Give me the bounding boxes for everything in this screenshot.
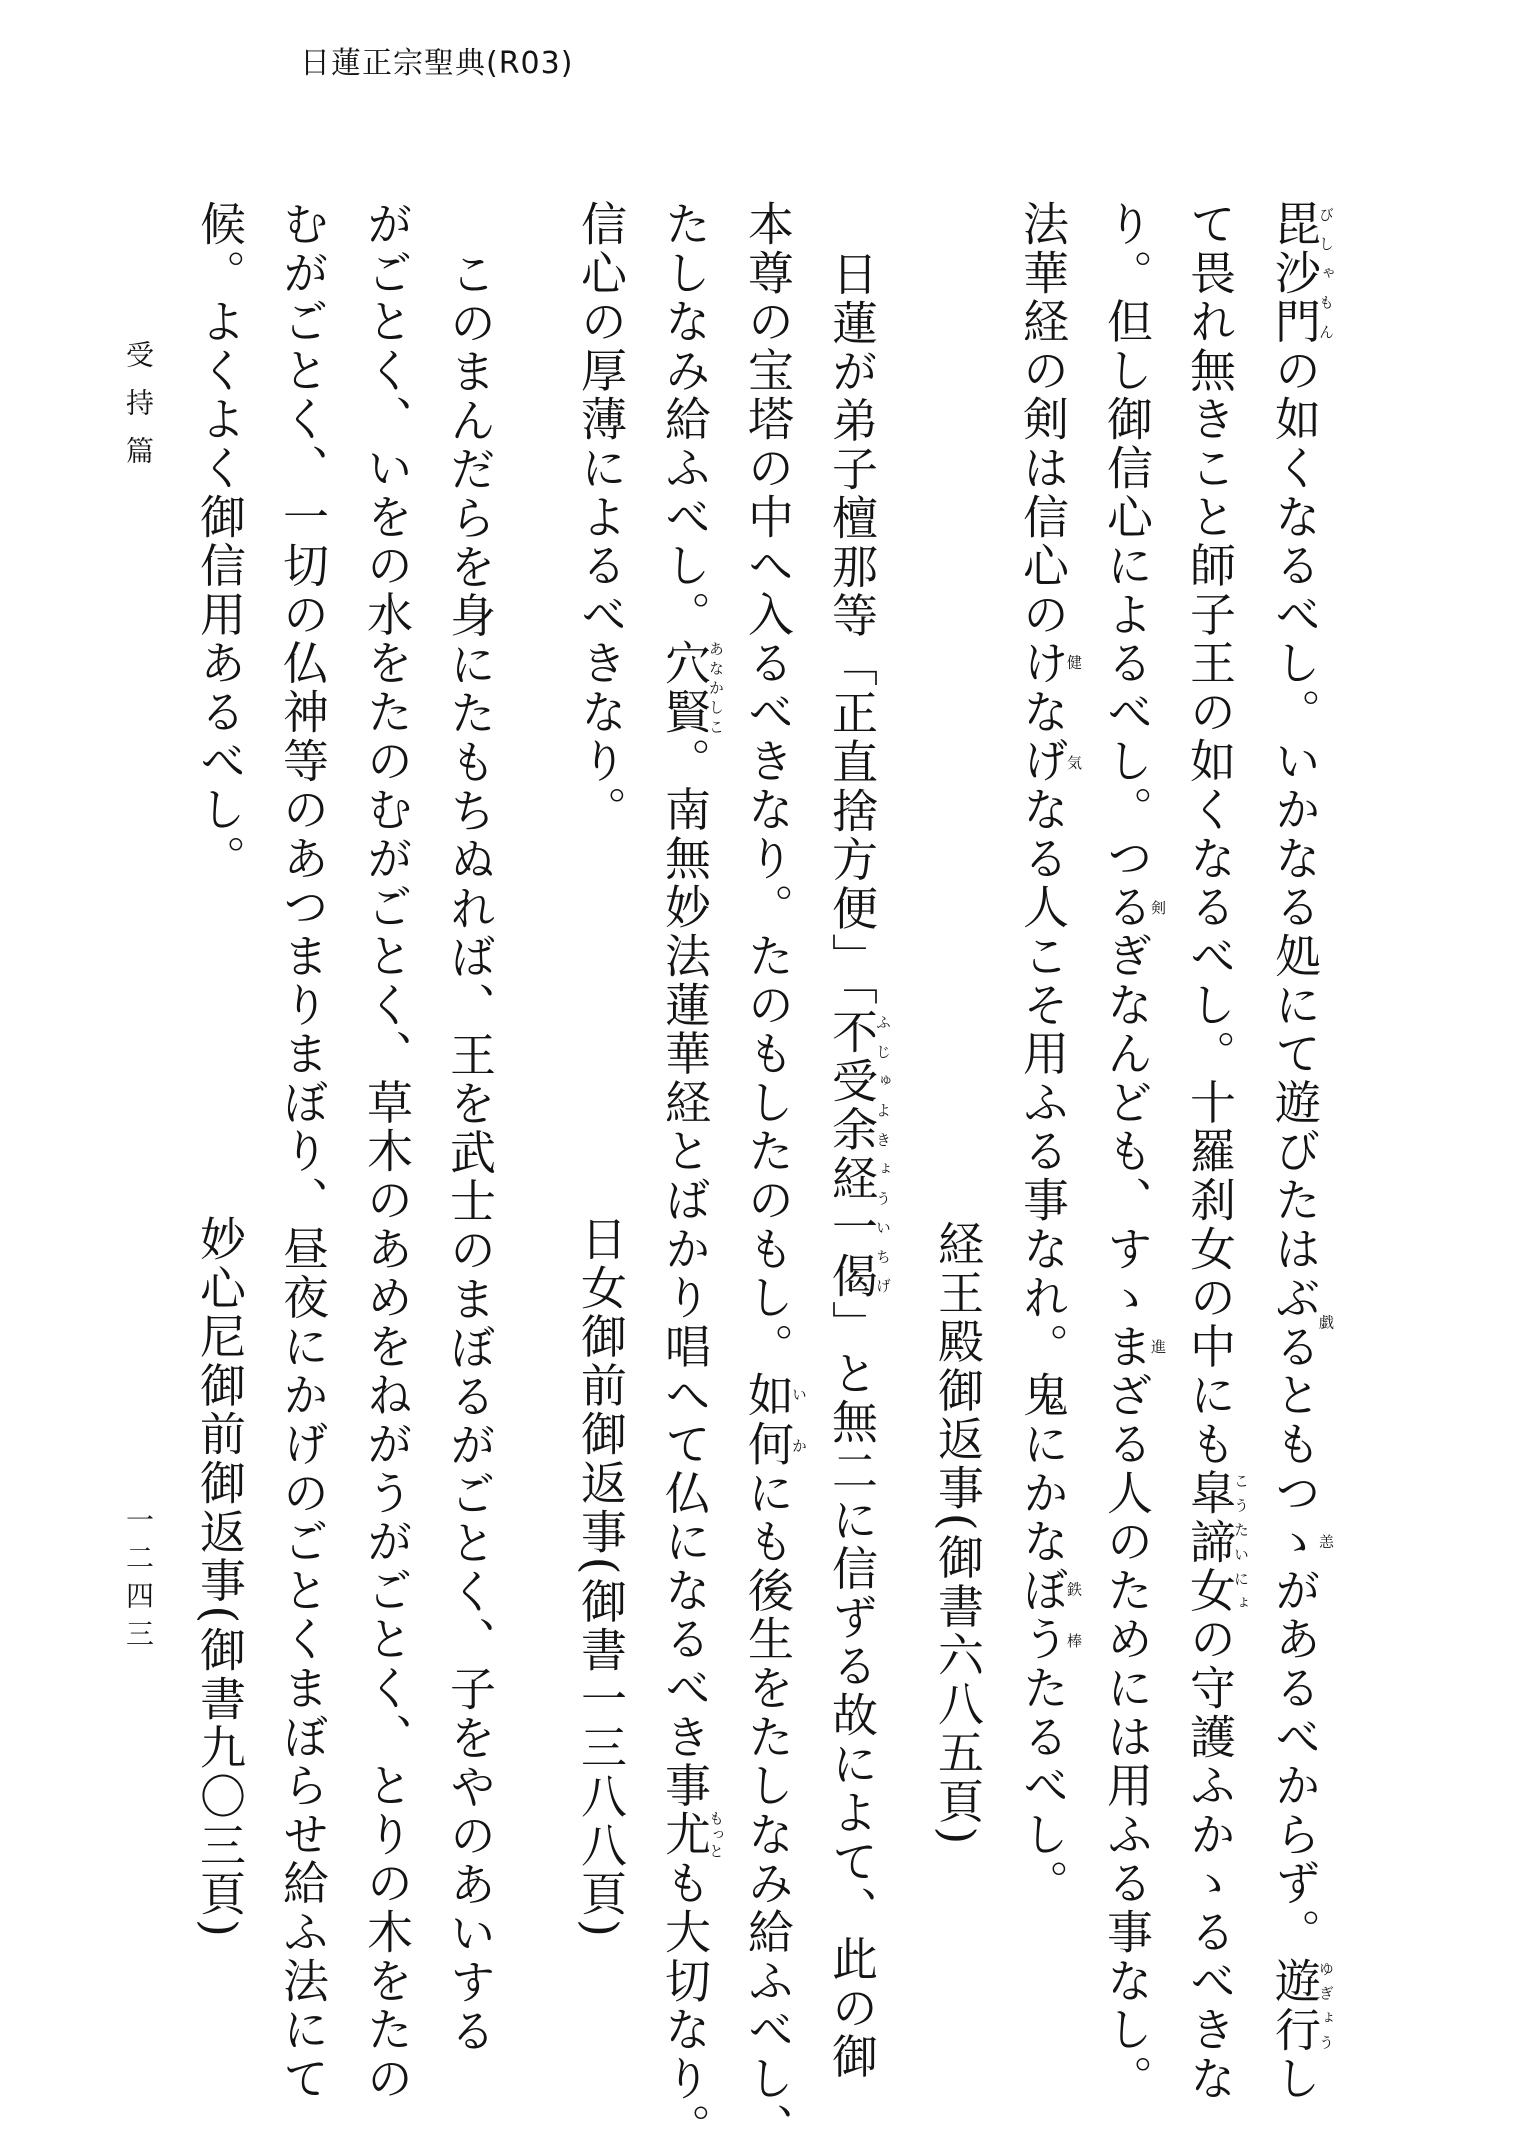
text-segment: たるべし。 — [1016, 1664, 1070, 1909]
ruby-base: 毘沙門 — [1268, 200, 1322, 347]
section-title: 受持篇 — [122, 340, 155, 484]
ruby-annotated-word — [1100, 1224, 1167, 1469]
ruby-base: ぶる — [1268, 1273, 1322, 1372]
text-segment: し — [1268, 2054, 1322, 2104]
text-column — [738, 200, 807, 2152]
ruby-base: すゝまざる — [1100, 1224, 1154, 1469]
ruby-reading: こうたいにょ — [1232, 1468, 1250, 1616]
text-column — [655, 200, 724, 2152]
ruby-reading: ゆぎょう — [1317, 1956, 1335, 2055]
text-column — [571, 200, 631, 834]
text-segment: も大切なり。 — [658, 1859, 712, 2152]
ruby-reading: 恙 — [1317, 1468, 1335, 1616]
ruby-annotated-word — [1268, 200, 1335, 347]
text-segment: て畏れ無きこと師子王の如くなるべし。十羅刹女の中にも — [1183, 200, 1237, 1469]
citation: 経王殿御返事(御書六八五頁) — [931, 1220, 985, 1848]
ruby-annotated-word — [658, 1810, 725, 1860]
ruby-annotated-word — [1268, 1273, 1335, 1372]
text-segment: 候。よくよく御信用あるべし。 — [193, 200, 247, 884]
text-segment: の守護ふかゝるべきな — [1183, 1615, 1237, 2104]
text-column — [1097, 200, 1166, 2103]
ruby-base: 不受余経一偈 — [825, 1007, 879, 1301]
text-segment: 日蓮が弟子檀那等「正直捨方便」「 — [825, 250, 879, 1008]
text-segment: なる人こそ用ふる事なれ。鬼にかな — [1016, 785, 1070, 1567]
text-column — [190, 200, 250, 883]
page-number: 一二四三 — [122, 1505, 155, 1657]
ruby-annotated-word — [825, 1007, 892, 1301]
ruby-base: 皐諦女 — [1183, 1468, 1237, 1616]
citation: 日女御前御返事(御書一三八八頁) — [574, 1215, 628, 1940]
text-column — [1013, 200, 1082, 1908]
ruby-base: けなげ — [1016, 639, 1070, 786]
ruby-base: つるぎ — [1100, 834, 1154, 981]
text-segment: なんども、 — [1100, 980, 1154, 1225]
ruby-reading: 進 — [1149, 1224, 1167, 1469]
ruby-annotated-word — [1268, 1956, 1335, 2055]
ruby-reading: 剣 — [1149, 834, 1167, 981]
text-column — [822, 250, 891, 2081]
ruby-reading: 健気 — [1065, 639, 1083, 786]
ruby-reading: もっと — [707, 1810, 725, 1860]
text-segment: とも — [1268, 1371, 1322, 1469]
ruby-annotated-word — [658, 639, 725, 737]
ruby-reading: 戯 — [1317, 1273, 1335, 1372]
ruby-base: ぼう — [1016, 1566, 1070, 1665]
text-segment: 人のためには用ふる事なし。 — [1100, 1468, 1154, 2104]
ruby-annotated-word — [1100, 834, 1167, 981]
ruby-reading: いか — [790, 1371, 808, 1469]
text-segment: り。但し御信心によるべし。 — [1100, 200, 1154, 835]
text-segment: 信心の厚薄によるべきなり。 — [574, 200, 628, 835]
text-segment: このまんだらを身にたもちぬれば、王を武士のまぼるがごとく、子をやのあいする — [443, 250, 497, 2056]
text-segment: の如くなるべし。いかなる処にて遊びたは — [1268, 346, 1322, 1274]
text-segment: 。南無妙法蓮華経とばかり唱へて仏になるべき事 — [658, 736, 712, 1811]
ruby-annotated-word — [1268, 1468, 1335, 1616]
text-column — [1265, 200, 1334, 2103]
ruby-annotated-word — [1183, 1468, 1250, 1616]
ruby-reading: あなかしこ — [707, 639, 725, 737]
ruby-reading: びしゃもん — [1317, 200, 1335, 347]
ruby-base: 如何 — [741, 1371, 795, 1469]
text-column — [440, 250, 500, 2056]
text-segment: むがごとく、一切の仏神等のあつまりまぼり、昼夜にかげのごとくまぼらせ給ふ法にて — [276, 200, 330, 2104]
text-column — [1180, 200, 1249, 2103]
page-header-title: 日蓮正宗聖典(R03) — [300, 46, 574, 81]
ruby-base: 遊行 — [1268, 1956, 1322, 2055]
ruby-reading: ふじゅよきょういちげ — [874, 1007, 892, 1301]
text-segment: あるべからず。 — [1268, 1615, 1322, 1957]
ruby-base: 穴賢 — [658, 639, 712, 737]
text-segment: 」と無二に信ずる故によて、此の御 — [825, 1300, 879, 2082]
text-segment: にも後生をたしなみ給ふべし、 — [741, 1468, 795, 2152]
text-segment: がごとく、いをの水をたのむがごとく、草木のあめをねがうがごとく、とりの木をたの — [360, 200, 414, 2104]
citation: 妙心尼御前御返事(御書九〇三頁) — [193, 1215, 247, 1940]
ruby-base: つゝが — [1268, 1468, 1322, 1616]
ruby-annotated-word — [1016, 639, 1083, 786]
text-segment: 法華経の剣は信心の — [1016, 200, 1070, 640]
text-column — [273, 200, 333, 2103]
ruby-reading: 鉄棒 — [1065, 1566, 1083, 1665]
ruby-base: 尤 — [658, 1810, 712, 1860]
ruby-annotated-word — [1016, 1566, 1083, 1665]
text-segment: たしなみ給ふべし。 — [658, 200, 712, 640]
ruby-annotated-word — [741, 1371, 808, 1469]
text-segment: 本尊の宝塔の中へ入るべきなり。たのもしたのもし。 — [741, 200, 795, 1372]
text-column — [357, 200, 417, 2103]
